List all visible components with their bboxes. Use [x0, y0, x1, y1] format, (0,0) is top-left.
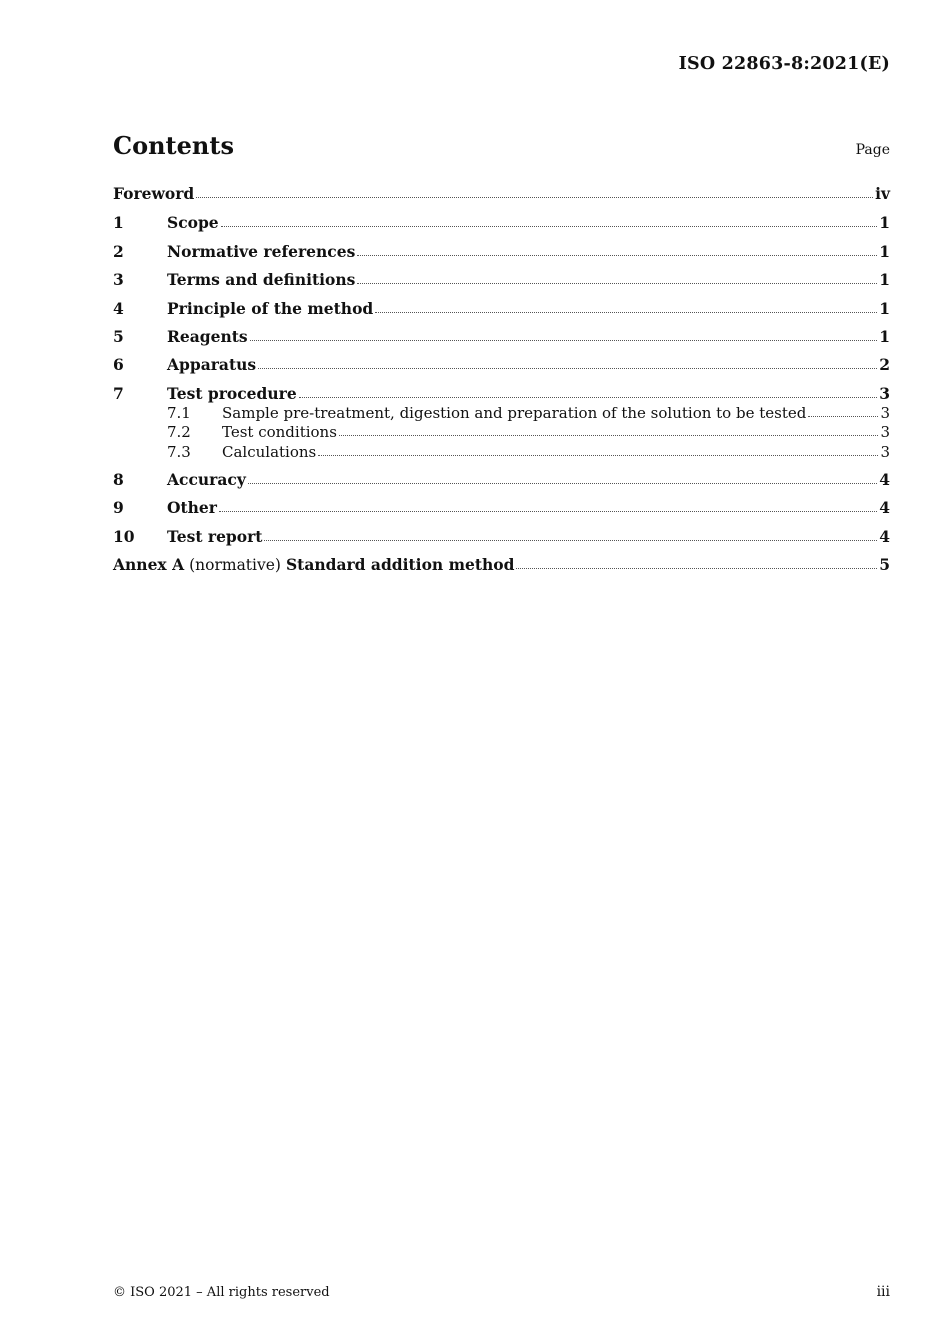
toc-entry-page: 3	[879, 384, 890, 403]
toc-entry-label: Apparatus	[167, 355, 257, 374]
dot-leader	[299, 396, 878, 398]
toc-entry-number: 8	[113, 470, 124, 489]
dot-leader	[808, 415, 878, 417]
annex-title: Standard addition method	[285, 555, 515, 574]
toc-entry-apparatus[interactable]	[113, 355, 890, 374]
dot-leader	[248, 482, 877, 484]
toc-entry-label: Calculations	[222, 443, 317, 461]
contents-title: Contents	[113, 131, 234, 160]
toc-entry-number: 1	[113, 213, 124, 232]
dot-leader	[375, 311, 877, 313]
toc-entry-test-report[interactable]	[113, 527, 890, 546]
copyright-notice: © ISO 2021 – All rights reserved	[113, 1285, 330, 1300]
dot-leader	[357, 282, 877, 284]
toc-entry-number: 2	[113, 242, 124, 261]
dot-leader	[196, 196, 873, 198]
dot-leader	[258, 367, 877, 369]
toc-subentry-sample-pretreatment[interactable]	[113, 404, 890, 422]
dot-leader	[221, 225, 878, 227]
toc-entry-number: 7.3	[167, 443, 191, 461]
toc-entry-label: Foreword	[113, 184, 195, 203]
toc-entry-number: 4	[113, 299, 124, 318]
toc-entry-page: 3	[880, 423, 890, 441]
dot-leader	[339, 434, 879, 436]
document-id: ISO 22863-8:2021(E)	[678, 54, 890, 74]
toc-entry-page: 1	[879, 327, 890, 346]
toc-entry-page: 3	[880, 443, 890, 461]
toc-entry-principle-of-the-method[interactable]	[113, 299, 890, 318]
toc-entry-number: 7.1	[167, 404, 191, 422]
toc-entry-scope[interactable]	[113, 213, 890, 232]
toc-entry-normative-references[interactable]	[113, 242, 890, 261]
toc-entry-test-procedure[interactable]	[113, 384, 890, 403]
page-column-label: Page	[855, 142, 890, 158]
toc-entry-foreword[interactable]	[113, 184, 890, 203]
dot-leader	[219, 510, 877, 512]
dot-leader	[250, 339, 878, 341]
toc-entry-page: 1	[879, 213, 890, 232]
toc-subentry-test-conditions[interactable]	[113, 423, 890, 441]
toc-entry-terms-and-definitions[interactable]	[113, 270, 890, 289]
toc-entry-reagents[interactable]	[113, 327, 890, 346]
toc-entry-label: Test conditions	[222, 423, 337, 441]
toc-entry-number: 7	[113, 384, 124, 403]
annex-qualifier: (normative)	[189, 556, 281, 574]
toc-entry-label: Other	[167, 498, 217, 517]
dot-leader	[516, 567, 877, 569]
toc-entry-number: 3	[113, 270, 124, 289]
toc-entry-other[interactable]	[113, 498, 890, 517]
toc-entry-page: 1	[879, 242, 890, 261]
dot-leader	[357, 254, 877, 256]
toc-entry-page: 4	[879, 470, 890, 489]
toc-entry-label: Test procedure	[167, 384, 297, 403]
toc-subentry-calculations[interactable]	[113, 443, 890, 461]
toc-entry-page: 3	[880, 404, 890, 422]
toc-entry-label: Sample pre-treatment, digestion and preparation of the solution to be tested	[222, 404, 807, 422]
toc-entry-label: Scope	[167, 213, 219, 232]
toc-entry-label: Reagents	[167, 327, 248, 346]
toc-entry-annex-a[interactable]	[113, 555, 890, 574]
toc-entry-number: 6	[113, 355, 124, 374]
toc-entry-page: iv	[875, 184, 890, 203]
toc-entry-page: 2	[879, 355, 890, 374]
toc-entry-page: 4	[879, 498, 890, 517]
toc-entry-number: 9	[113, 498, 124, 517]
dot-leader	[264, 539, 877, 541]
toc-entry-number: 10	[113, 527, 135, 546]
toc-entry-page: 1	[879, 299, 890, 318]
page-number: iii	[876, 1284, 890, 1300]
toc-entry-page: 1	[879, 270, 890, 289]
toc-entry-label: Terms and definitions	[167, 270, 356, 289]
annex-prefix: Annex A	[113, 555, 185, 574]
toc-entry-page: 4	[879, 527, 890, 546]
toc-entry-label: Principle of the method	[167, 299, 374, 318]
toc-entry-number: 7.2	[167, 423, 191, 441]
dot-leader	[318, 454, 878, 456]
toc-entry-label: Test report	[167, 527, 263, 546]
toc-entry-label: Accuracy	[167, 470, 246, 489]
toc-entry-label: Normative references	[167, 242, 356, 261]
toc-entry-page: 5	[879, 555, 890, 574]
toc-entry-accuracy[interactable]	[113, 470, 890, 489]
toc-entry-number: 5	[113, 327, 124, 346]
